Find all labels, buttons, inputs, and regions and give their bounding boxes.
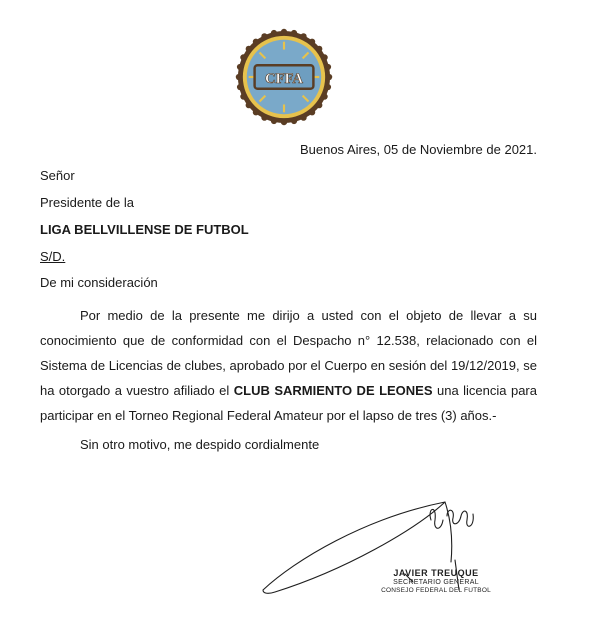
signer-role: SECRETARIO GENERAL xyxy=(393,579,479,586)
cffa-logo xyxy=(235,28,333,126)
club-name: CLUB SARMIENTO DE LEONES xyxy=(233,383,433,398)
league-name: LIGA BELLVILLENSE DE FUTBOL xyxy=(40,222,249,237)
greeting: De mi consideración xyxy=(40,275,158,290)
signer-name: JAVIER TREUQUE xyxy=(393,568,479,578)
logo-text: CFFA xyxy=(264,70,304,87)
body-paragraph xyxy=(40,303,537,428)
letter-date: Buenos Aires, 05 de Noviembre de 2021. xyxy=(299,142,537,157)
closing-line: Sin otro motivo, me despido cordialmente xyxy=(80,437,320,452)
body-text-part2: una licencia para participar en el Torneo Regional Federal Amateur por el lapso de tres (3) años.- xyxy=(40,383,537,423)
signature-stamp xyxy=(380,568,492,594)
salutation: Señor xyxy=(40,168,75,183)
addressee-line: Presidente de la xyxy=(40,195,134,210)
body-text-part1: Por medio de la presente me dirijo a usted con el objeto de llevar a su conocimiento que de conformidad con el Despacho n° 12.538, relacionado con el Sistema de Licencias de clubes, aprobado por el Cuerpo en sesión del 19/12/2019, se ha otorgado a vuestro afiliado el xyxy=(40,308,537,398)
signer-organization: CONSEJO FEDERAL DEL FUTBOL xyxy=(381,587,491,594)
cffa-emblem-icon xyxy=(235,28,333,126)
sd-abbreviation: S/D. xyxy=(40,249,66,264)
